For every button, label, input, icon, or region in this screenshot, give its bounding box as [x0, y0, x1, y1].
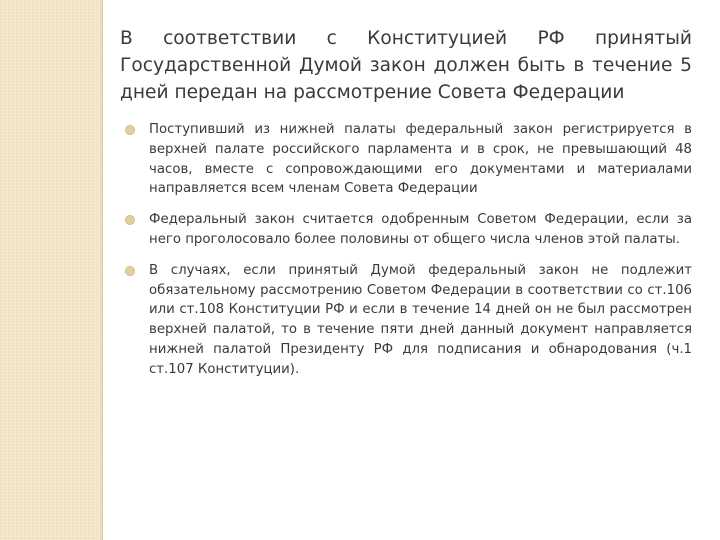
- bullet-text: Поступивший из нижней палаты федеральный закон регистрируется в верхней палате российского парламента и в срок, не превышающий 48 часов, вместе с сопровождающими его документами и материалами направляется всем членам Совета Федерации: [149, 122, 692, 197]
- decorative-left-band: [0, 0, 100, 540]
- bullet-item: [120, 120, 692, 199]
- bullet-text: Федеральный закон считается одобренным Советом Федерации, если за него проголосовало более половины от общего числа членов этой палаты.: [149, 212, 692, 247]
- bullet-dot-icon: [125, 125, 135, 135]
- decorative-divider-shadow: [102, 0, 103, 540]
- bullet-list: [120, 120, 692, 380]
- bullet-text: В случаях, если принятый Думой федеральный закон не подлежит обязательному рассмотрению Советом Федерации в соответствии со ст.106 или ст.108 Конституции РФ и если в течение 14 дней он не был рассмотрен верхней палатой, то в течение пяти дней данный документ направляется нижней палатой Президенту РФ для подписания и обнародования (ч.1 ст.107 Конституции).: [149, 262, 692, 377]
- bullet-item: [120, 210, 692, 250]
- bullet-dot-icon: [125, 215, 135, 225]
- slide-content: [120, 25, 692, 391]
- bullet-dot-icon: [125, 266, 135, 276]
- slide-title: В соответствии с Конституцией РФ принятый Государственной Думой закон должен быть в течение 5 дней передан на рассмотрение Совета Федерации: [120, 28, 692, 103]
- bullet-item: [120, 261, 692, 380]
